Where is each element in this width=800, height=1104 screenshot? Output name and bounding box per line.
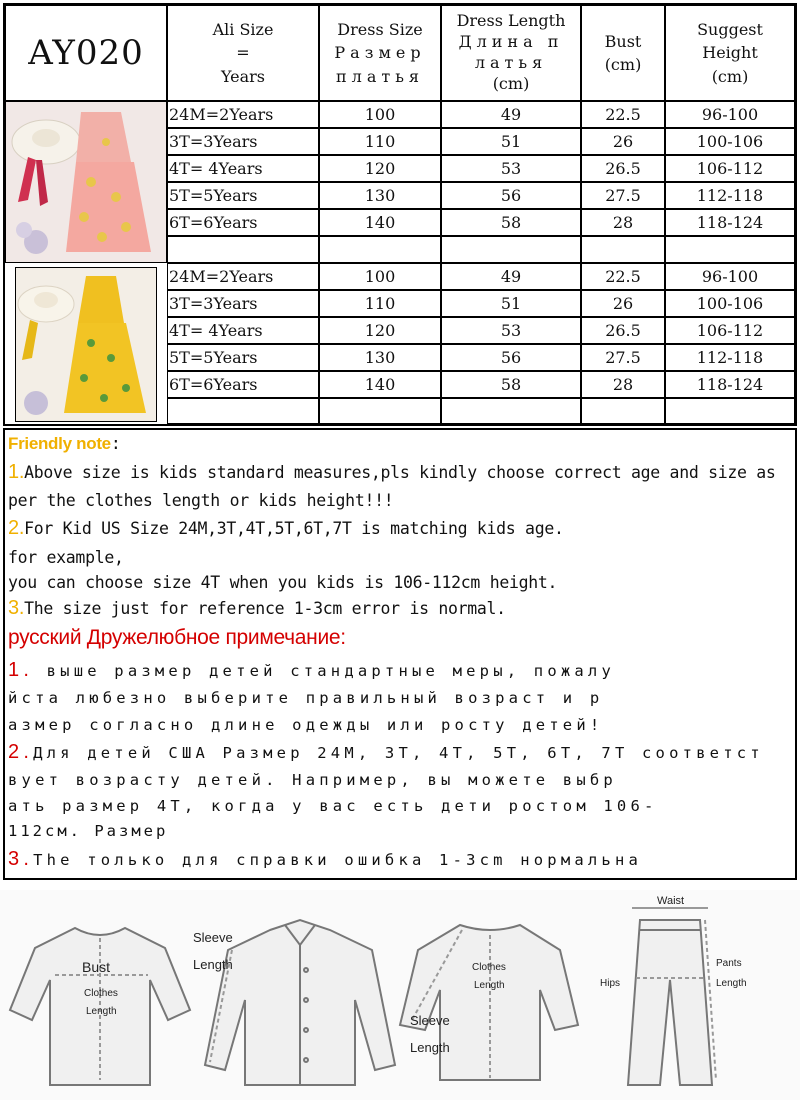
cell-bust: 26.5 (581, 317, 665, 344)
cell-height: 106-112 (665, 155, 795, 182)
cell-height: 100-106 (665, 128, 795, 155)
cell-height: 112-118 (665, 182, 795, 209)
header-ali-size (167, 5, 319, 101)
ru-line-1 (8, 659, 792, 682)
pink-dress-photo (5, 101, 167, 263)
cell-bust: 26 (581, 290, 665, 317)
russian-note-title: русский Дружелюбное примечание: (8, 626, 346, 649)
cell-height: 96-100 (665, 101, 795, 128)
header-height (665, 5, 795, 101)
friendly-note-colon: : (110, 434, 121, 453)
header-dress-size-line2: Размер (334, 43, 426, 63)
header-bust (581, 5, 665, 101)
cell-bust: 22.5 (581, 263, 665, 290)
header-dress-length-line1: Dress Length (456, 11, 566, 31)
cell-dress-size: 140 (319, 371, 441, 398)
note-line-5 (8, 597, 792, 620)
ru-line-3 (8, 848, 792, 871)
ru-line-1b: йста любезно выберите правильный возраст и р (8, 689, 604, 707)
cell-height: 96-100 (665, 263, 795, 290)
size-table (3, 3, 797, 426)
cell-dress-size: 120 (319, 317, 441, 344)
note-line-1 (8, 461, 792, 484)
bust-label: Bust (82, 959, 111, 975)
cell-bust: 26 (581, 128, 665, 155)
note-line-4: you can choose size 4T when you kids is 106-112cm height. (8, 573, 558, 592)
friendly-note-title: Friendly note (8, 434, 111, 453)
ru-text-3: The только для справки ошибка 1-3cm нормальна (33, 851, 643, 869)
friendly-note-section (3, 428, 797, 880)
cell-ali-size: 5T=5Years (167, 182, 319, 209)
cell-bust: 27.5 (581, 344, 665, 371)
cell-dress-length: 49 (441, 101, 581, 128)
cell-dress-length: 49 (441, 263, 581, 290)
note-number-2: 2. (8, 517, 25, 539)
header-dress-size-line1: Dress Size (337, 20, 423, 40)
empty-cell (441, 398, 581, 424)
empty-cell (167, 398, 319, 424)
cell-height: 118-124 (665, 371, 795, 398)
cell-dress-size: 100 (319, 263, 441, 290)
ru-line-2b: вует возрасту детей. Например, вы можете выбр (8, 771, 617, 789)
note-text-1a: Above size is kids standard measures,pls kindly choose correct age and size as (24, 463, 776, 482)
empty-cell (441, 236, 581, 263)
measuring-guide (0, 890, 800, 1100)
cell-dress-length: 56 (441, 344, 581, 371)
cell-ali-size: 5T=5Years (167, 344, 319, 371)
empty-cell (167, 236, 319, 263)
cell-height: 112-118 (665, 344, 795, 371)
header-ali-size-line3: Years (220, 66, 266, 86)
clothes-label-1: Clothes (84, 988, 118, 999)
model-code: AY020 (5, 5, 167, 101)
ru-number-3: 3. (8, 848, 34, 870)
cell-ali-size: 6T=6Years (167, 209, 319, 236)
ru-line-2c: ать размер 4T, когда у вас есть дети ростом 106- (8, 797, 658, 815)
hips-label: Hips (600, 978, 621, 989)
cell-dress-length: 56 (441, 182, 581, 209)
header-height-line1: Suggest (697, 20, 763, 40)
ru-line-2d: 112см. Размер (8, 822, 169, 840)
cell-dress-size: 140 (319, 209, 441, 236)
cell-dress-length: 53 (441, 155, 581, 182)
cell-ali-size: 6T=6Years (167, 371, 319, 398)
cell-ali-size: 4T= 4Years (167, 155, 319, 182)
header-ali-size-line2: = (236, 43, 250, 63)
pants-label: Pants (716, 958, 742, 969)
cell-bust: 26.5 (581, 155, 665, 182)
header-bust-line1: Bust (604, 31, 642, 51)
cell-height: 106-112 (665, 317, 795, 344)
cell-dress-length: 58 (441, 371, 581, 398)
note-number-1: 1. (8, 461, 25, 483)
cell-ali-size: 3T=3Years (167, 128, 319, 155)
length-label-1: Length (86, 1006, 117, 1017)
empty-cell (665, 398, 795, 424)
cell-dress-size: 100 (319, 101, 441, 128)
note-line-2 (8, 517, 792, 540)
empty-cell (319, 236, 441, 263)
cell-dress-size: 120 (319, 155, 441, 182)
note-line-3: for example, (8, 548, 124, 567)
sleeve-label-1: Sleeve (193, 930, 233, 945)
empty-cell (581, 398, 665, 424)
ru-number-1: 1. (8, 659, 34, 681)
cell-height: 118-124 (665, 209, 795, 236)
cell-bust: 28 (581, 371, 665, 398)
waist-label: Waist (657, 895, 685, 907)
header-dress-size-line3: платья (335, 66, 425, 86)
note-text-5: The size just for reference 1-3cm error is normal. (24, 599, 506, 618)
note-text-2: For Kid US Size 24M,3T,4T,5T,6T,7T is matching kids age. (24, 519, 564, 538)
cell-dress-size: 110 (319, 290, 441, 317)
cell-dress-length: 53 (441, 317, 581, 344)
header-dress-length-line4: (cm) (492, 73, 530, 93)
cell-dress-size: 130 (319, 182, 441, 209)
cell-height: 100-106 (665, 290, 795, 317)
sleeve-length-label-1: Length (193, 957, 233, 972)
cell-ali-size: 4T= 4Years (167, 317, 319, 344)
length-label-2: Length (474, 980, 505, 991)
header-height-line3: (cm) (711, 66, 749, 86)
pants-length-label: Length (716, 978, 747, 989)
cell-bust: 27.5 (581, 182, 665, 209)
friendly-note-heading (8, 434, 792, 454)
cell-dress-length: 51 (441, 290, 581, 317)
note-number-3: 3. (8, 597, 25, 619)
sleeve-label-2: Sleeve (410, 1013, 450, 1028)
cell-dress-length: 58 (441, 209, 581, 236)
cell-ali-size: 24M=2Years (167, 101, 319, 128)
clothes-label-2: Clothes (472, 962, 506, 973)
cell-dress-size: 110 (319, 128, 441, 155)
empty-cell (319, 398, 441, 424)
header-dress-length (441, 5, 581, 101)
empty-cell (665, 236, 795, 263)
cell-dress-size: 130 (319, 344, 441, 371)
ru-text-1a: выше размер детей стандартные меры, пожалу (46, 662, 615, 680)
cell-bust: 28 (581, 209, 665, 236)
cell-ali-size: 24M=2Years (167, 263, 319, 290)
yellow-dress-photo (15, 267, 157, 422)
cell-ali-size: 3T=3Years (167, 290, 319, 317)
cell-bust: 22.5 (581, 101, 665, 128)
ru-number-2: 2. (8, 741, 34, 763)
header-dress-size (319, 5, 441, 101)
header-bust-line2: (cm) (604, 55, 642, 74)
cell-dress-length: 51 (441, 128, 581, 155)
note-line-1b: per the clothes length or kids height!!! (8, 491, 394, 510)
ru-line-2 (8, 741, 792, 764)
ru-line-1c: азмер согласно длине одежды или росту детей! (8, 716, 604, 734)
ru-text-2a: Для детей США Размер 24M, 3T, 4T, 5T, 6T, 7T соответст (33, 744, 764, 762)
empty-cell (581, 236, 665, 263)
header-height-line2: Height (702, 43, 758, 63)
header-ali-size-line1: Ali Size (212, 20, 274, 40)
sleeve-length-label-2: Length (410, 1040, 450, 1055)
header-dress-length-line3: латья (474, 53, 548, 72)
header-dress-length-line2: Длина п (458, 32, 564, 52)
